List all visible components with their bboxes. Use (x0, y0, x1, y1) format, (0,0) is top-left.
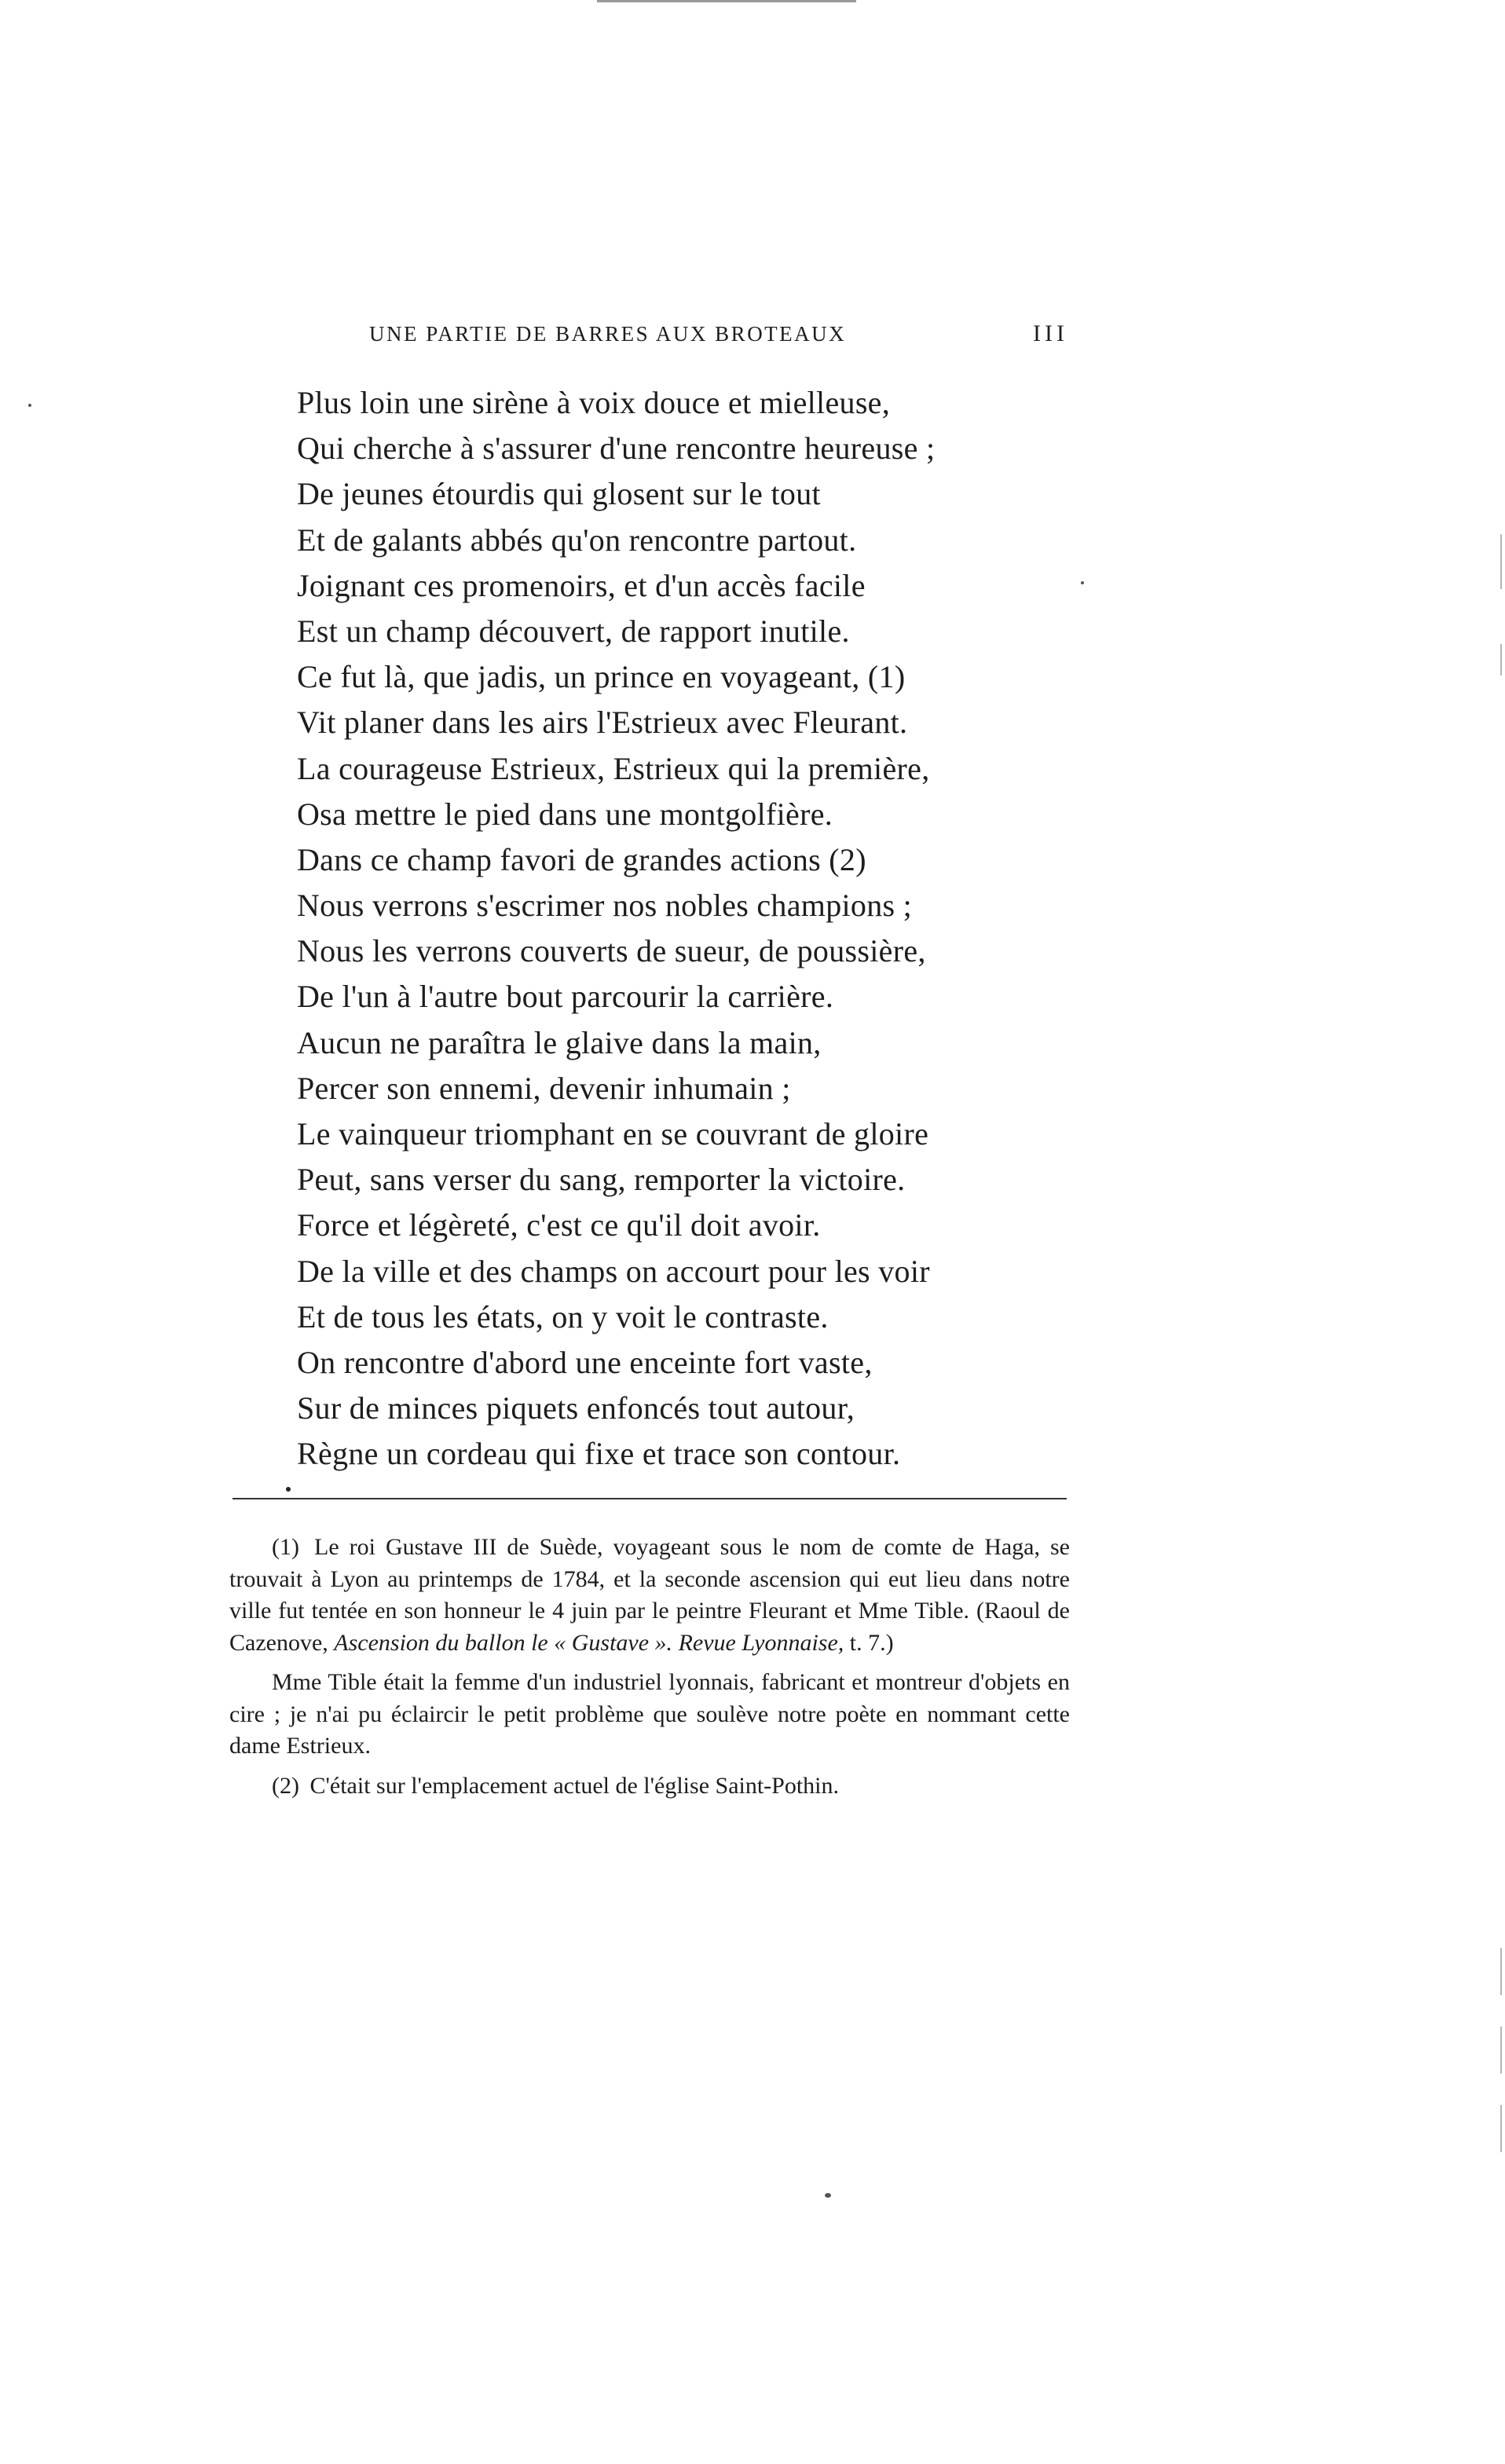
verse-line: Osa mettre le pied dans une montgolfière. (297, 796, 833, 832)
verse-line: Vit planer dans les airs l'Estrieux avec Fleurant. (297, 705, 908, 741)
verse-line: Règne un cordeau qui fixe et trace son contour. (297, 1436, 901, 1472)
verse-line: La courageuse Estrieux, Estrieux qui la première, (297, 750, 930, 786)
verse-line: Qui cherche à s'assurer d'une rencontre heureuse ; (297, 430, 936, 467)
running-header (369, 322, 1068, 357)
verse-line: Ce fut là, que jadis, un prince en voyageant, (1) (297, 659, 906, 695)
footnote-marker: (2) (272, 1772, 299, 1799)
footnote-1-continuation: Mme Tible était la femme d'un industriel lyonnais, fabricant et montreur d'objets en cire ; je n'ai pu éclaircir le petit problème que soulève notre poète en nommant cette dame Estrieux. (229, 1669, 1070, 1759)
verse-line: Sur de minces piquets enfoncés tout autour, (297, 1390, 855, 1426)
verse-line: Le vainqueur triomphant en se couvrant de gloire (297, 1116, 929, 1151)
footnotes (229, 1532, 1070, 1810)
verse-line: Et de galants abbés qu'on rencontre partout. (297, 522, 857, 558)
verse-line: Nous les verrons couverts de sueur, de poussière, (297, 933, 926, 969)
scan-artifact-edge (1500, 1948, 1502, 1995)
scan-artifact-edge (1500, 2105, 1502, 2152)
verse-line: Force et légèreté, c'est ce qu'il doit avoir. (297, 1207, 821, 1243)
scan-artifact-edge (1500, 2026, 1502, 2074)
verse-line: Peut, sans verser du sang, remporter la victoire. (297, 1162, 906, 1198)
footnote-text: t. 7.) (849, 1629, 894, 1656)
verse-line: Dans ce champ favori de grandes actions (2) (297, 841, 866, 877)
verse-line: Est un champ découvert, de rapport inutile. (297, 613, 850, 649)
footnote-text: Le roi Gustave III de Suède, voyageant sous le nom de comte de Haga, se trouvait à Lyon au printemps de 1784, et la seconde ascension qui eut lieu dans notre ville fut tentée en son honneur le 4 juin par le peintre Fleurant et Mme Tible. (Raoul de Cazenove, (229, 1534, 1070, 1656)
verse-line: De jeunes étourdis qui glosent sur le tout (297, 476, 821, 512)
verse-line: Nous verrons s'escrimer nos nobles champions ; (297, 888, 913, 924)
verse-line: Plus loin une sirène à voix douce et mielleuse, (297, 385, 891, 420)
scan-speck (825, 2193, 831, 2198)
running-title: UNE PARTIE DE BARRES AUX BROTEAUX (369, 322, 847, 346)
verse-line: Aucun ne paraîtra le glaive dans la main, (297, 1024, 822, 1060)
footnote-marker: (1) (272, 1534, 299, 1560)
footnote-title: Ascension du ballon le « Gustave ». (334, 1629, 673, 1656)
footnote-1 (229, 1532, 1070, 1659)
footnote-journal: Revue Lyonnaise, (678, 1629, 844, 1656)
footnote-text: C'était sur l'emplacement actuel de l'église Saint-Pothin. (309, 1772, 840, 1799)
verse-line: Percer son ennemi, devenir inhumain ; (297, 1070, 791, 1106)
verse-line: De la ville et des champs on accourt pour les voir (297, 1253, 930, 1289)
verse-line: Et de tous les états, on y voit le contraste. (297, 1298, 829, 1335)
footnote-2 (229, 1770, 1070, 1803)
verse-line: De l'un à l'autre bout parcourir la carrière. (297, 979, 834, 1015)
scan-speck (28, 404, 31, 407)
verse-line: On rencontre d'abord une enceinte fort vaste, (297, 1344, 873, 1380)
rule-dot (286, 1487, 291, 1492)
poem (297, 380, 1082, 1477)
footnote-separator (233, 1498, 1067, 1499)
scan-artifact-top (597, 0, 856, 2)
verse-line: Joignant ces promenoirs, et d'un accès facile (297, 567, 866, 603)
page-number: III (1033, 320, 1068, 346)
scan-artifact-edge (1500, 534, 1502, 589)
scan-artifact-edge (1500, 644, 1502, 675)
